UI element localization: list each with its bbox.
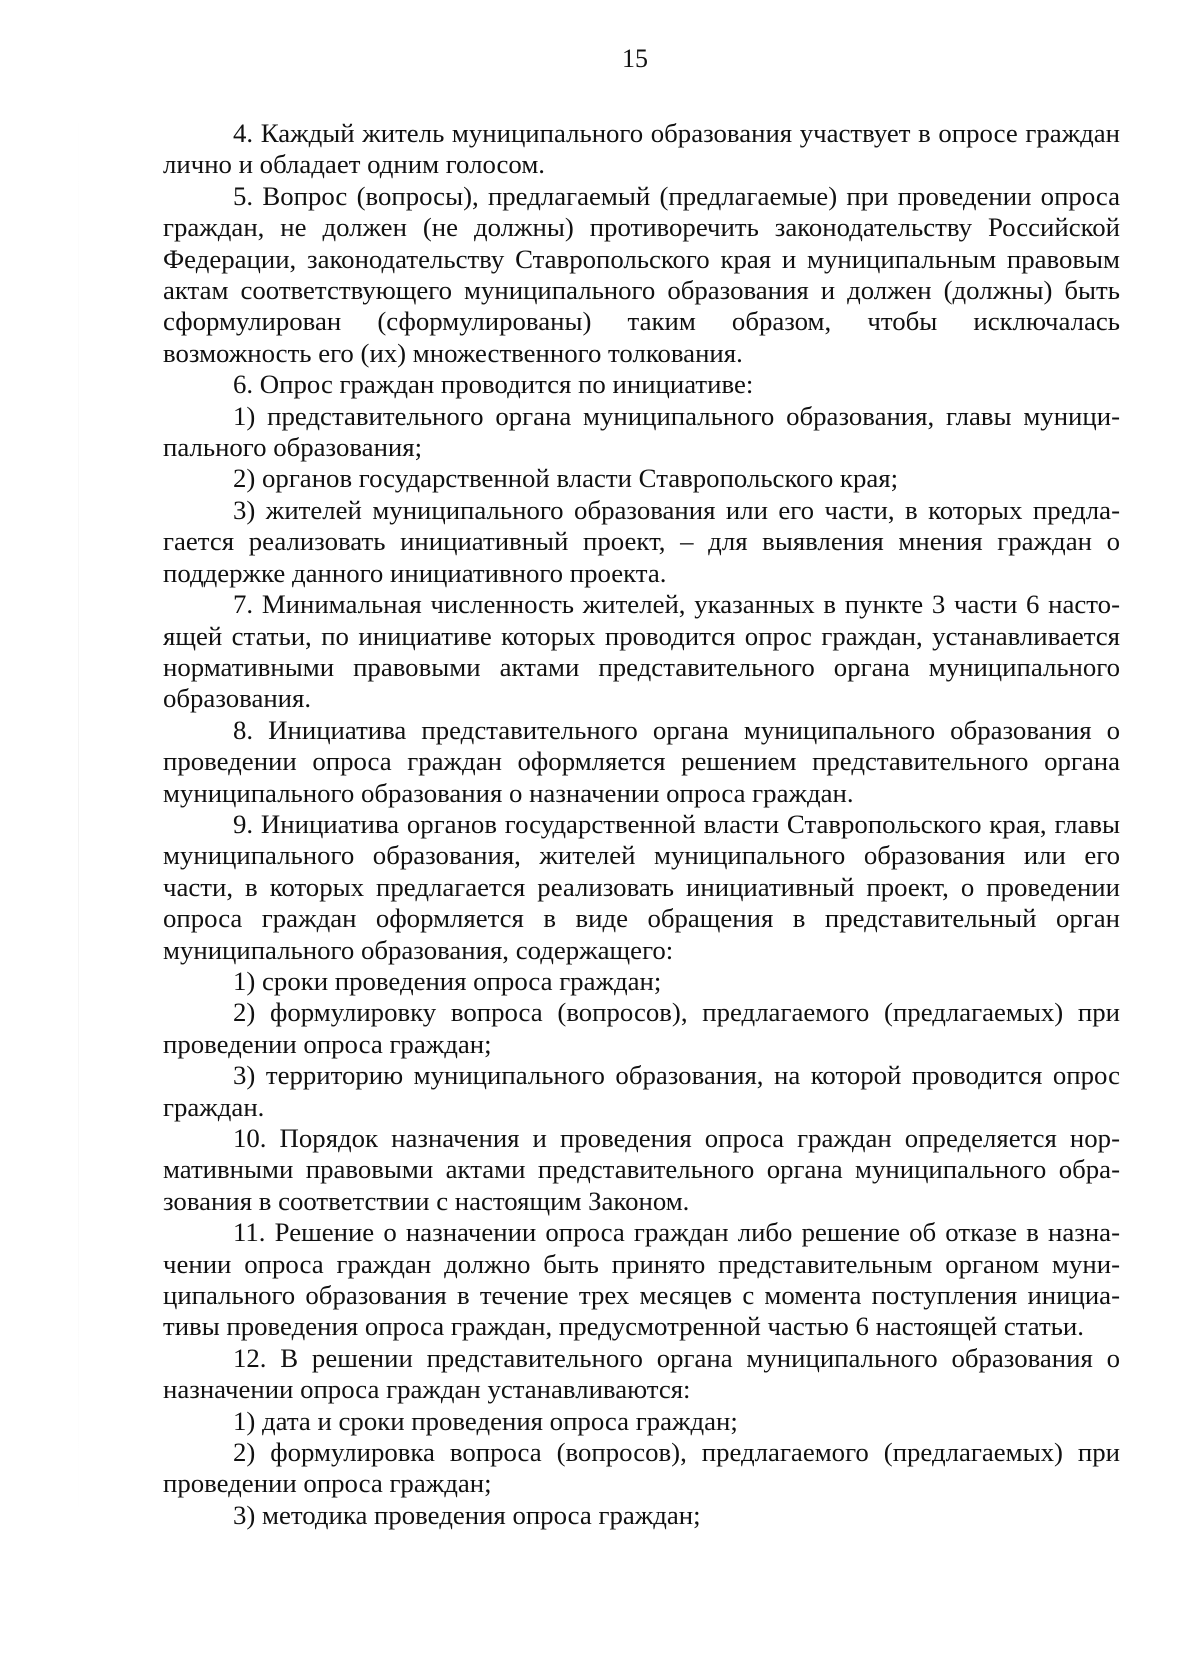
paragraph-6-item-2: 2) органов государственной власти Ставропольского края;	[233, 463, 899, 494]
scan-edge-shadow	[78, 95, 79, 1535]
paragraph-12-item-1: 1) дата и сроки проведения опроса граждан;	[233, 1405, 738, 1436]
paragraph-7: 7. Минимальная численность жителей, указанных в пункте 3 части 6 настоящей статьи, по инициативе которых проводится опрос граждан, устанавливается нормативными правовыми актами представительного органа муниципального образования.	[163, 589, 1120, 714]
paragraph-5: 5. Вопрос (вопросы), предлагаемый (предлагаемые) при проведении опроса граждан, не должен (не должны) противоречить законодательству Российской Федерации, законодательству Ставропольского края и муниципальным правовым актам соответствующего муниципального образования и должен (должны) быть сформулирован (сформулированы) таким образом, чтобы исключалась возможность его (их) множественного толкования.	[163, 180, 1120, 368]
paragraph-9: 9. Инициатива органов государственной власти Ставропольского края, главы муниципального образования, жителей муниципального образования или его части, в которых предлагается реализовать инициативный проект, о проведении опроса граждан оформляется в виде обращения в представительный орган муниципального образования, содержащего:	[163, 808, 1120, 965]
paragraph-4: 4. Каждый житель муниципального образования участвует в опросе граждан лично и обладает одним голосом.	[163, 118, 1120, 180]
paragraph-12: 12. В решении представительного органа муниципального образования о назначении опроса граждан устанавливаются:	[163, 1342, 1120, 1405]
paragraph-9-item-1: 1) сроки проведения опроса граждан;	[233, 965, 662, 996]
paragraph-6: 6. Опрос граждан проводится по инициативе:	[233, 369, 754, 400]
paragraph-12-item-3: 3) методика проведения опроса граждан;	[233, 1499, 701, 1530]
paragraph-11: 11. Решение о назначении опроса граждан либо решение об отказе в назначении опроса граждан должно быть принято представительным органом муниципального образования в течение трех месяцев с момента поступления инициативы проведения опроса граждан, предусмотренной частью 6 настоящей статьи.	[163, 1217, 1120, 1342]
page-number: 15	[622, 44, 648, 73]
document-body	[163, 118, 1120, 1531]
paragraph-6-item-3: 3) жителей муниципального образования или его части, в которых предлагается реализовать инициативный проект, – для выявления мнения граждан о поддержке данного инициативного проекта.	[163, 494, 1120, 588]
paragraph-8: 8. Инициатива представительного органа муниципального образования о проведении опроса граждан оформляется решением представительного органа муниципального образования о назначении опроса граждан.	[163, 714, 1120, 808]
paragraph-9-item-3: 3) территорию муниципального образования, на которой проводится опрос граждан.	[163, 1060, 1120, 1122]
paragraph-6-item-1: 1) представительного органа муниципального образования, главы муниципального образования;	[163, 400, 1120, 463]
paragraph-9-item-2: 2) формулировку вопроса (вопросов), предлагаемого (предлагаемых) при проведении опроса граждан;	[163, 997, 1120, 1059]
paragraph-10: 10. Порядок назначения и проведения опроса граждан определяется нормативными правовыми актами представительного органа муниципального образования в соответствии с настоящим Законом.	[163, 1123, 1120, 1216]
paragraph-12-item-2: 2) формулировка вопроса (вопросов), предлагаемого (предлагаемых) при проведении опроса граждан;	[163, 1437, 1120, 1499]
